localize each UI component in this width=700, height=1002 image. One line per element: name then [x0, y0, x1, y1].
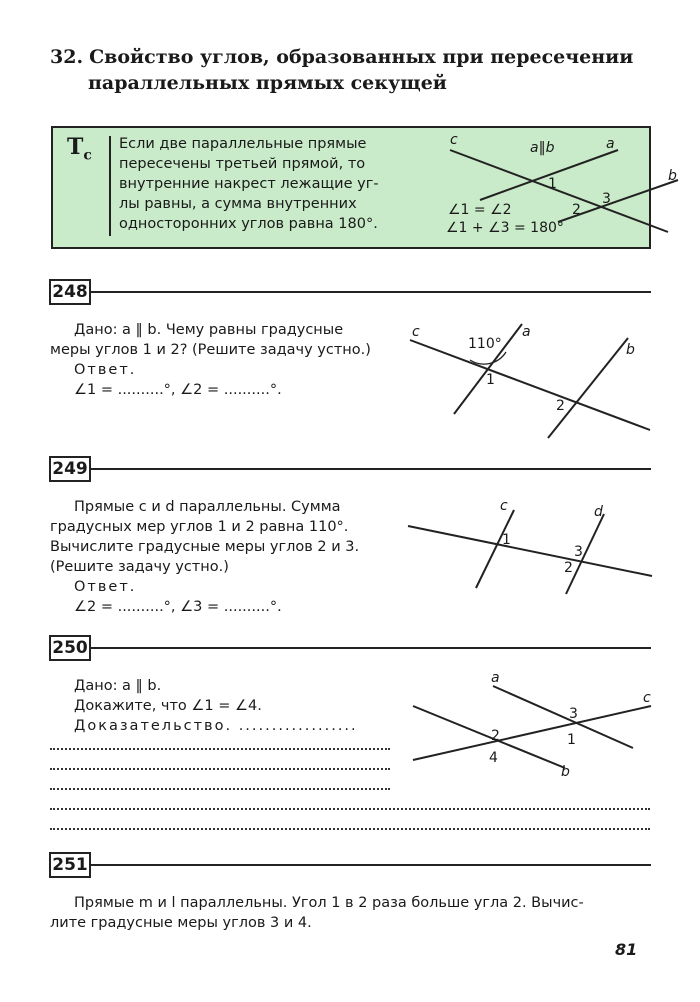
line-a [493, 686, 633, 748]
task-248-answer: ∠1 = ..........°, ∠2 = ..........°. [74, 382, 282, 398]
angle-110-label: 110° [468, 336, 502, 352]
angle-4-label: 4 [489, 750, 498, 766]
title-line-1: Свойство углов, образованных при пересечении [89, 46, 634, 68]
theorem-label: $T_c$ [67, 134, 92, 164]
angle-1-label: 1 [502, 532, 511, 548]
task-248-rule [91, 291, 651, 293]
angle-3-label: 3 [574, 544, 583, 560]
task-line: Дано: a ‖ b. Чему равны градусные [74, 322, 344, 338]
label-b: b [668, 168, 677, 184]
task-251-line-1: Прямые m и l параллельны. Угол 1 в 2 раза больше угла 2. Вычис- [74, 895, 584, 911]
task-248-answer-label: Ответ. [74, 362, 137, 378]
task-251-line-2: лите градусные меры углов 3 и 4. [50, 915, 312, 931]
theorem-line: пересечены третьей прямой, то [119, 156, 366, 172]
angle-2-label: 2 [491, 728, 500, 744]
task-250-number: 250 [49, 635, 91, 661]
label-b: b [561, 764, 570, 780]
theorem-text [119, 134, 399, 234]
equation-2: ∠1 + ∠3 = 180° [446, 220, 564, 236]
angle-2-label: 2 [556, 398, 565, 414]
theorem-divider [109, 136, 111, 236]
angle-1-label: 1 [486, 372, 495, 388]
line-transversal [408, 526, 652, 576]
theorem-box [51, 126, 677, 249]
answer-line [50, 808, 650, 811]
task-251-rule [91, 864, 651, 866]
task-249-diagram [400, 496, 660, 596]
task-line: меры углов 1 и 2? (Решите задачу устно.) [50, 342, 371, 358]
answer-line [50, 748, 390, 751]
task-250-line-2: Докажите, что ∠1 = ∠4. [74, 698, 262, 714]
theorem-line: лы равны, а сумма внутренних [119, 196, 357, 212]
task-249-line-2: градусных мер углов 1 и 2 равна 110°. [50, 519, 349, 535]
line-d [566, 514, 604, 594]
task-250-line-1: Дано: a ‖ b. [74, 678, 162, 694]
theorem-diagram [388, 128, 677, 248]
label-a: a [606, 136, 615, 152]
task-248-number: 248 [49, 279, 91, 305]
theorem-line: односторонних углов равна 180°. [119, 216, 378, 232]
task-250-rule [91, 647, 651, 649]
line-c [410, 340, 650, 430]
task-249-answer: ∠2 = ..........°, ∠3 = ..........°. [74, 599, 282, 615]
page-number: 81 [615, 940, 638, 959]
angle-1-label: 1 [567, 732, 576, 748]
label-b: b [626, 342, 635, 358]
task-251-number: 251 [49, 852, 91, 878]
task-249-line-1: Прямые c и d параллельны. Сумма [74, 499, 341, 515]
task-249-number: 249 [49, 456, 91, 482]
answer-line [50, 768, 390, 771]
line-a [480, 150, 618, 200]
task-249-rule [91, 468, 651, 470]
section-number: 32. [50, 46, 84, 68]
task-248-text [74, 320, 343, 340]
line-c [413, 706, 651, 760]
task-250-proof [74, 716, 358, 736]
task-249-line-4: (Решите задачу устно.) [50, 559, 229, 575]
theorem-line: Если две параллельные прямые [119, 136, 367, 152]
label-c: c [450, 132, 458, 148]
section-title [50, 44, 633, 96]
angle-1-label: 1 [548, 176, 557, 192]
label-d: d [594, 504, 603, 520]
angle-2-label: 2 [564, 560, 573, 576]
task-249-line-3: Вычислите градусные меры углов 2 и 3. [50, 539, 360, 555]
equation-1: ∠1 = ∠2 [448, 202, 512, 218]
proof-dots: .................. [238, 718, 358, 734]
theorem-line: внутренние накрест лежащие уг- [119, 176, 379, 192]
task-248-diagram [400, 318, 660, 444]
answer-line [50, 828, 650, 831]
line-c [476, 510, 514, 588]
task-250-diagram [405, 666, 660, 780]
angle-2-label: 2 [572, 202, 581, 218]
task-249-answer-label: Ответ. [74, 579, 137, 595]
answer-line [50, 788, 390, 791]
label-c: c [412, 324, 420, 340]
label-c: c [500, 498, 508, 514]
angle-3-label: 3 [602, 191, 611, 207]
line-b [548, 338, 628, 438]
label-a-par-b: a‖b [530, 140, 555, 156]
proof-label: Доказательство. [74, 718, 233, 734]
angle-3-label: 3 [569, 706, 578, 722]
label-a: a [491, 670, 500, 686]
title-line-2: параллельных прямых секущей [88, 72, 447, 94]
label-a: a [522, 324, 531, 340]
label-c: c [643, 690, 651, 706]
task-248-text-2 [50, 340, 371, 360]
